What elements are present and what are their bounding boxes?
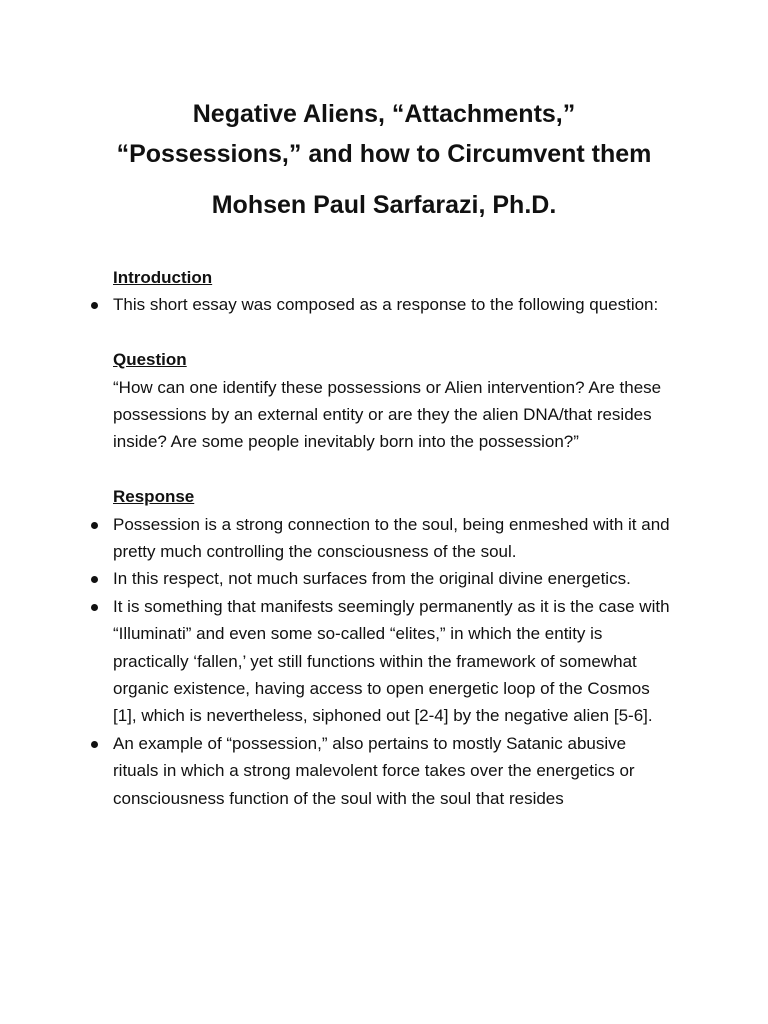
document-title	[60, 94, 708, 174]
list-item	[113, 730, 673, 812]
bullet-icon	[91, 302, 98, 309]
introduction-heading: Introduction	[113, 268, 213, 287]
question-text: “How can one identify these possessions or Alien intervention? Are these possessions by an external entity or are they the alien DNA/that resides inside? Are some people inevitably born into the possession?”	[113, 377, 662, 452]
spacer	[0, 319, 768, 346]
response-heading: Response	[113, 487, 195, 507]
bullet-icon	[91, 576, 98, 583]
document-author: Mohsen Paul Sarfarazi, Ph.D.	[211, 191, 557, 219]
list-item	[113, 593, 673, 730]
list-item	[113, 565, 673, 592]
introduction-list	[0, 291, 768, 318]
question-heading: Question	[113, 350, 187, 370]
list-item-text: It is something that manifests seemingly permanently as it is the case with “Illuminati” and even some so-called “elites,” in which the entity is practically ‘fallen,’ yet still functions within the framework of somewhat organic existence, having access to open energetic loop of the Cosmos [1], which is nevertheless, siphoned out [2-4] by the negative alien [5-6].	[113, 596, 670, 726]
title-line-2: “Possessions,” and how to Circumvent them	[116, 140, 652, 168]
response-list	[0, 511, 768, 812]
list-item	[113, 291, 673, 318]
bullet-icon	[91, 522, 98, 529]
list-item-text: An example of “possession,” also pertains to mostly Satanic abusive rituals in which a strong malevolent force takes over the energetics or consciousness function of the soul with the soul that resides	[113, 733, 635, 808]
title-line-1: Negative Aliens, “Attachments,”	[192, 100, 576, 128]
document-body	[0, 264, 768, 812]
bullet-icon	[91, 604, 98, 611]
spacer	[0, 456, 768, 483]
list-item-text: Possession is a strong connection to the soul, being enmeshed with it and pretty much controlling the consciousness of the soul.	[113, 514, 670, 561]
list-item-text: In this respect, not much surfaces from the original divine energetics.	[113, 569, 631, 589]
list-item	[113, 511, 673, 566]
bullet-icon	[91, 741, 98, 748]
list-item-text: This short essay was composed as a response to the following question:	[113, 295, 659, 315]
